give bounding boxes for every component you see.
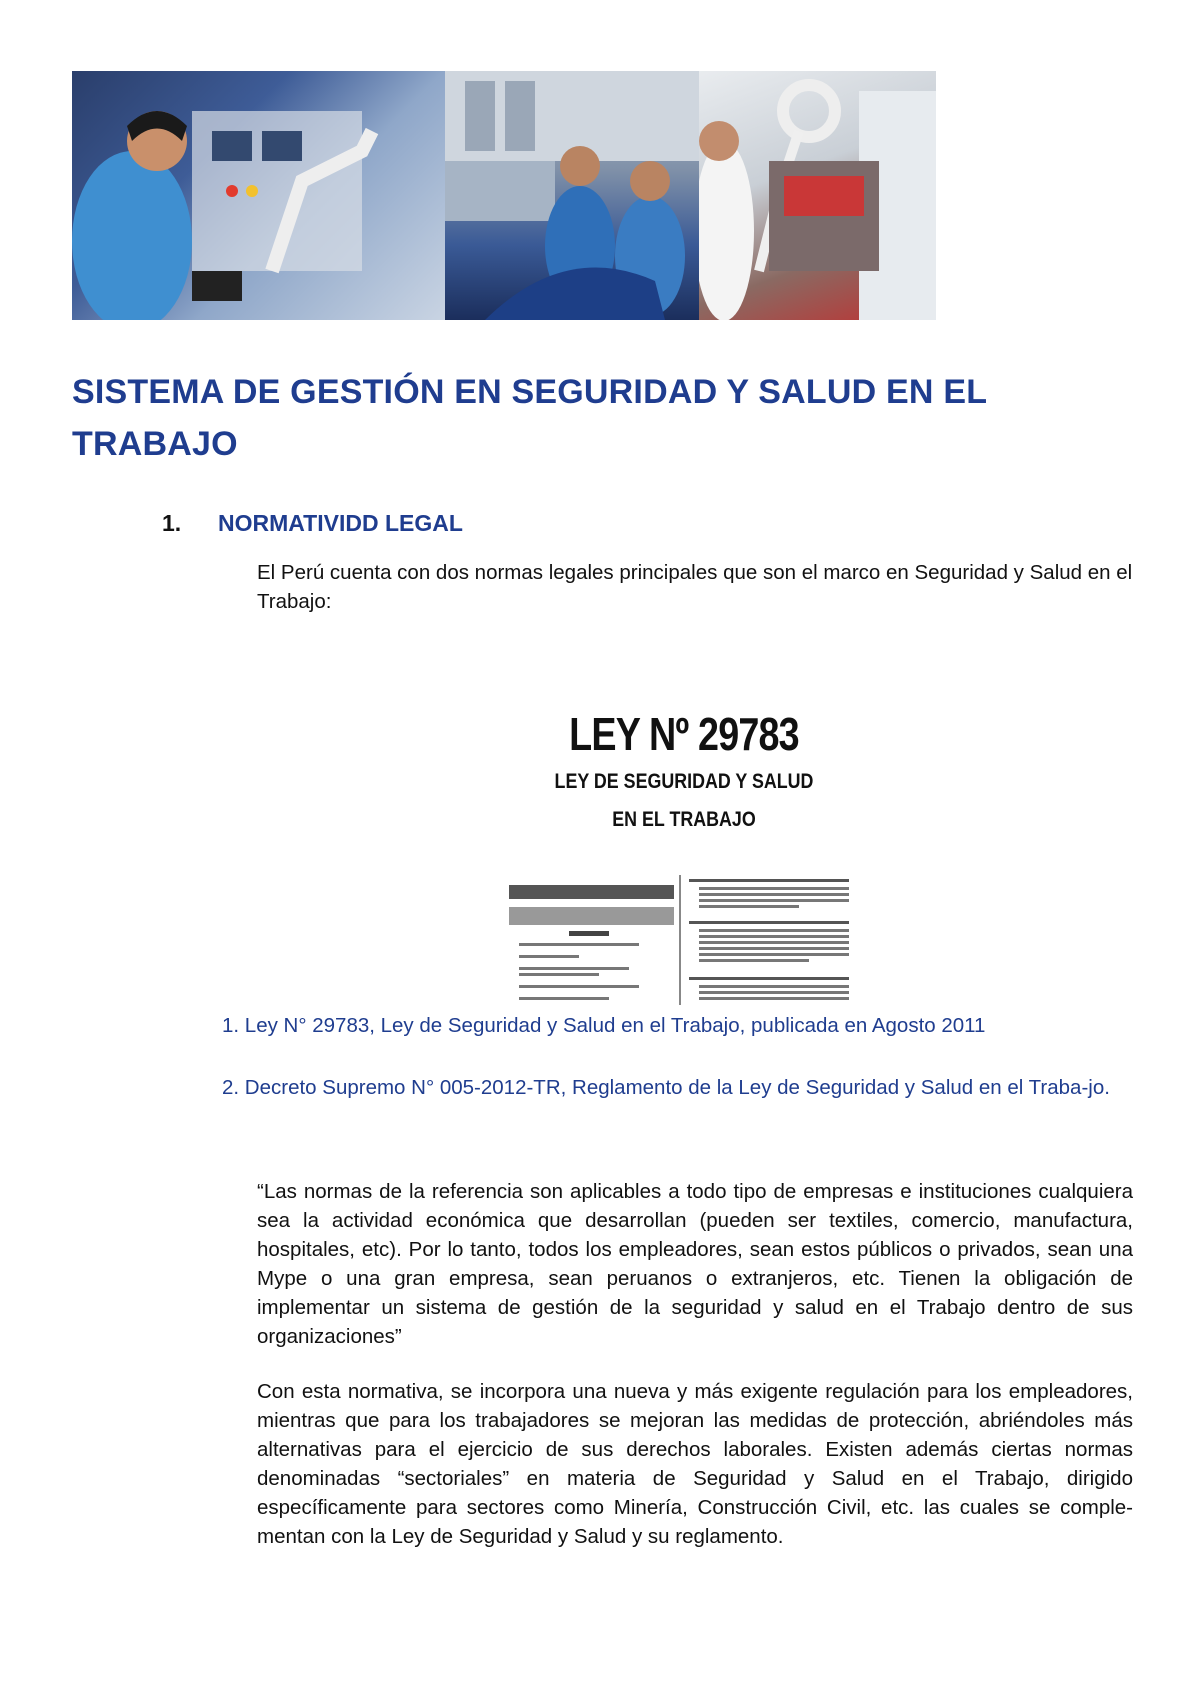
law-cover-subtitle-2: EN EL TRABAJO	[612, 808, 756, 831]
section-heading: NORMATIVIDD LEGAL	[218, 510, 463, 536]
section-number: 1.	[162, 510, 182, 536]
law-cover-subtitle-1: LEY DE SEGURIDAD Y SALUD	[554, 770, 814, 793]
photo-textile-students	[445, 71, 699, 320]
photo-lab-equipment	[699, 71, 936, 320]
law-cover-title: LEY Nº 29783	[569, 708, 799, 760]
quote-paragraph: “Las normas de la referencia son aplicables a todo tipo de empresas e instituciones cualquiera sea la actividad económica que desarrollan (pueden ser textiles, comercio, manufactura, hospitales, etc). Por lo tanto, todos los empleadores, sean estos públicos o privados, sean una Mype o una gran empresa, sean peruanos o extranjeros, etc. Tienen la obligación de implementar un sistema de gestión de la seguridad y salud en el Trabajo dentro de sus organizaciones”	[257, 1180, 1133, 1348]
body-paragraph: Con esta normativa, se incorpora una nueva y más exigente regulación para los empleadores, mientras que para los trabajadores se mejoran las medidas de protección, abriéndoles más alternativas para el ejercicio de sus derechos laborales. Existen además ciertas normas denominadas “sectoriales” en materia de Seguridad y Salud en el Trabajo, dirigido específicamente para sectores como Minería, Construcción Civil, etc. las cuales se comple- mentan con la Ley de Seguridad y Salud y su reglamento.	[257, 1380, 1133, 1548]
photo-lab-robot	[72, 71, 445, 320]
law-document-thumbnail	[509, 875, 859, 1005]
reference-law-29783: 1. Ley N° 29783, Ley de Seguridad y Salud en el Trabajo, publicada en Agosto 2011	[222, 1014, 986, 1037]
intro-paragraph: El Perú cuenta con dos normas legales principales que son el marco en Seguridad y Salud en el Trabajo:	[257, 561, 1133, 613]
header-photo-banner	[72, 71, 936, 320]
law-cover-image	[509, 705, 859, 1003]
page-title: SISTEMA DE GESTIÓN EN SEGURIDAD Y SALUD EN EL TRABAJO	[72, 373, 987, 463]
reference-decreto-supremo: 2. Decreto Supremo N° 005-2012-TR, Reglamento de la Ley de Seguridad y Salud en el Traba-jo.	[222, 1076, 1110, 1099]
